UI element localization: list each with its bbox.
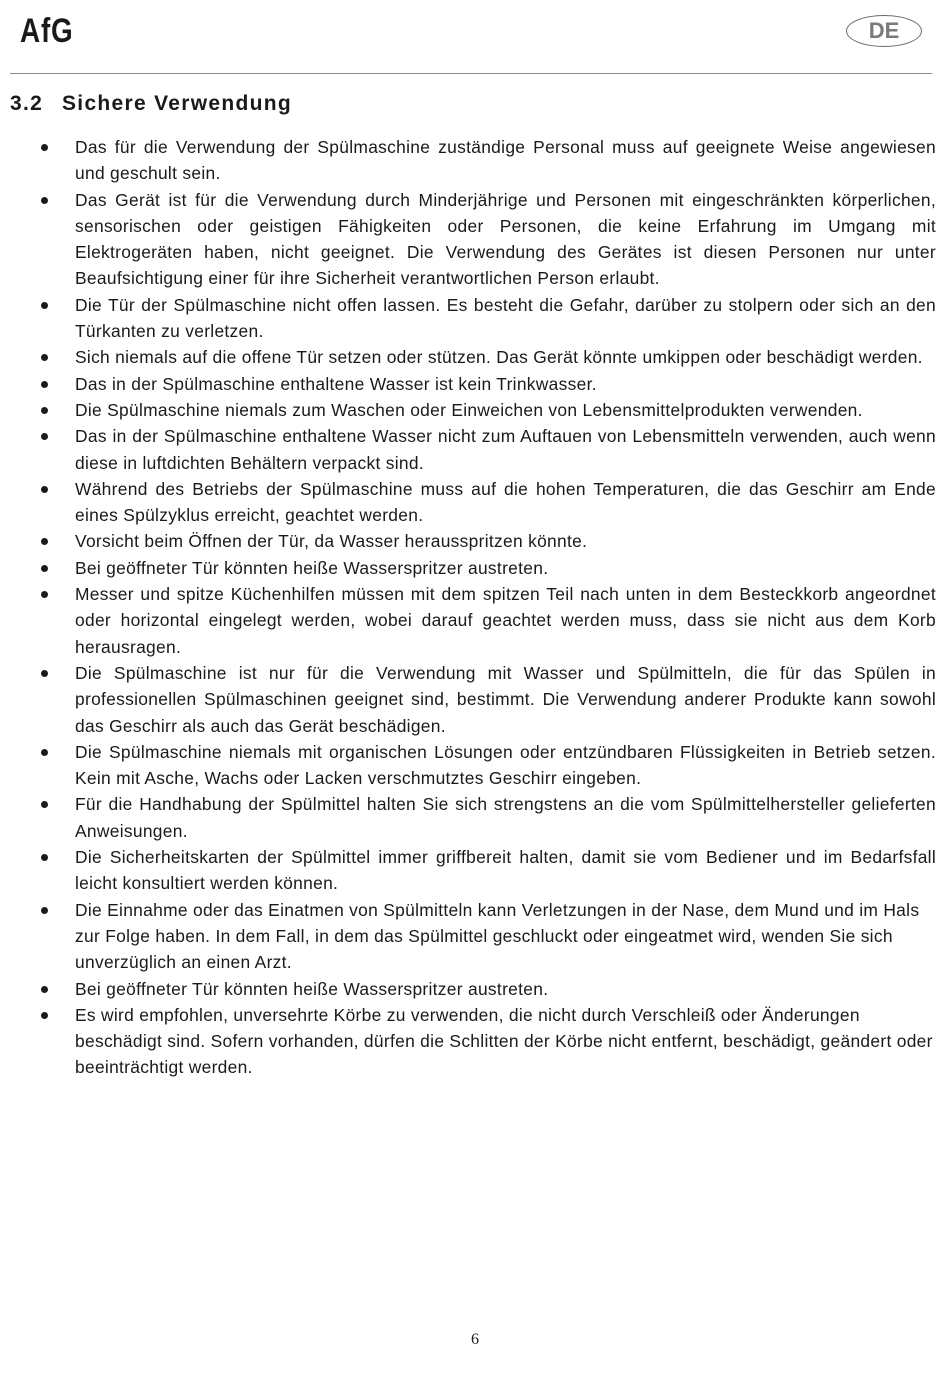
bullet-icon — [41, 302, 48, 309]
list-item-text: Das in der Spülmaschine enthaltene Wasser nicht zum Auftauen von Lebensmitteln verwenden, auch wenn diese in luftdichten Behältern verpackt sind. — [75, 426, 936, 473]
bullet-icon — [41, 538, 48, 545]
list-item-text: Die Spülmaschine niemals mit organischen Lösungen oder entzündbaren Flüssigkeiten in Betrieb setzen. Kein mit Asche, Wachs oder Lacken verschmutztes Geschirr eingeben. — [75, 741, 936, 789]
list-item — [0, 187, 950, 292]
list-item-text: Bei geöffneter Tür könnten heiße Wasserspritzer austreten. — [75, 557, 549, 578]
list-item — [0, 791, 950, 844]
list-item-text: Sich niemals auf die offene Tür setzen oder stützen. Das Gerät könnte umkippen oder beschädigt werden. — [75, 347, 923, 368]
list-item-text: Es wird empfohlen, unversehrte Körbe zu verwenden, die nicht durch Verschleiß oder Änderungen beschädigt sind. Sofern vorhanden, dürfen die Schlitten der Körbe nicht entfernt, beschädigt, geändert oder beeinträchtigt werden. — [75, 1004, 933, 1078]
list-item — [0, 397, 950, 423]
bullet-icon — [41, 381, 48, 388]
bullet-icon — [41, 197, 48, 204]
bullet-icon — [41, 565, 48, 572]
header-divider — [10, 73, 932, 74]
list-item-text: Vorsicht beim Öffnen der Tür, da Wasser herausspritzen könnte. — [75, 531, 588, 552]
bullet-icon — [41, 144, 48, 151]
list-item-text: Das für die Verwendung der Spülmaschine zuständige Personal muss auf geeignete Weise angewiesen und geschult sein. — [75, 137, 936, 184]
list-item — [0, 371, 950, 397]
bullet-icon — [41, 486, 48, 493]
list-item-text: Messer und spitze Küchenhilfen müssen mit dem spitzen Teil nach unten in dem Besteckkorb angeordnet oder horizontal eingelegt werden, wobei darauf geachtet werden muss, dass sie nicht aus dem Korb herausragen. — [75, 584, 936, 657]
list-item — [0, 528, 950, 554]
section-heading — [10, 92, 292, 116]
list-item — [0, 476, 950, 529]
list-item-text: Bei geöffneter Tür könnten heiße Wasserspritzer austreten. — [75, 978, 549, 999]
list-item — [0, 134, 950, 187]
bullet-icon — [41, 907, 48, 914]
bullet-icon — [41, 591, 48, 598]
bullet-icon — [41, 354, 48, 361]
bullet-icon — [41, 986, 48, 993]
bullet-icon — [41, 854, 48, 861]
bullet-icon — [41, 801, 48, 808]
list-item — [0, 1002, 950, 1081]
bullet-icon — [41, 1012, 48, 1019]
list-item — [0, 976, 950, 1002]
language-badge: DE — [846, 15, 922, 47]
list-item-text: Die Spülmaschine ist nur für die Verwendung mit Wasser und Spülmitteln, die für das Spülen in professionellen Spülmaschinen geeignet sind, bestimmt. Die Verwendung anderer Produkte kann sowohl das Geschirr als auch das Gerät beschädigen. — [75, 662, 936, 736]
list-item-text: Die Sicherheitskarten der Spülmittel immer griffbereit halten, damit sie vom Bediener und im Bedarfsfall leicht konsultiert werden können. — [75, 847, 936, 894]
list-item — [0, 844, 950, 897]
list-item — [0, 660, 950, 739]
bullet-icon — [41, 407, 48, 414]
bullet-icon — [41, 749, 48, 756]
list-item — [0, 292, 950, 345]
list-item-text: Während des Betriebs der Spülmaschine muss auf die hohen Temperaturen, die das Geschirr am Ende eines Spülzyklus erreicht, geachtet werden. — [75, 478, 936, 526]
list-item-text: Die Einnahme oder das Einatmen von Spülmitteln kann Verletzungen in der Nase, dem Mund und im Hals zur Folge haben. In dem Fall, in dem das Spülmittel geschluckt oder eingeatmet wird, wenden Sie sich unverzüglich an einen Arzt. — [75, 899, 920, 973]
section-number: 3.2 — [10, 92, 44, 115]
list-item — [0, 555, 950, 581]
bullet-icon — [41, 670, 48, 677]
section-title: Sichere Verwendung — [62, 92, 292, 115]
list-item — [0, 581, 950, 660]
page-number: 6 — [471, 1331, 479, 1348]
brand-logo: AfG — [20, 12, 74, 50]
list-item — [0, 344, 950, 370]
page-header — [0, 0, 950, 76]
list-item-text: Die Spülmaschine niemals zum Waschen oder Einweichen von Lebensmittelprodukten verwenden. — [75, 399, 863, 420]
list-item-text: Für die Handhabung der Spülmittel halten Sie sich strengstens an die vom Spülmittelhersteller gelieferten Anweisungen. — [75, 794, 936, 841]
list-item — [0, 897, 950, 976]
list-item — [0, 423, 950, 476]
list-item-text: Das Gerät ist für die Verwendung durch Minderjährige und Personen mit eingeschränkten körperlichen, sensorischen oder geistigen Fähigkeiten oder Personen, die keine Erfahrung im Umgang mit Elektrogeräten haben, nicht geeignet. Die Verwendung des Gerätes ist diesen Personen nur unter Beaufsichtigung einer für ihre Sicherheit verantwortlichen Person erlaubt. — [75, 189, 936, 289]
list-item-text: Die Tür der Spülmaschine nicht offen lassen. Es besteht die Gefahr, darüber zu stolpern oder sich an den Türkanten zu verletzen. — [75, 294, 936, 342]
safety-bullet-list — [0, 134, 950, 1081]
list-item-text: Das in der Spülmaschine enthaltene Wasser ist kein Trinkwasser. — [75, 373, 597, 394]
bullet-icon — [41, 433, 48, 440]
list-item — [0, 739, 950, 792]
